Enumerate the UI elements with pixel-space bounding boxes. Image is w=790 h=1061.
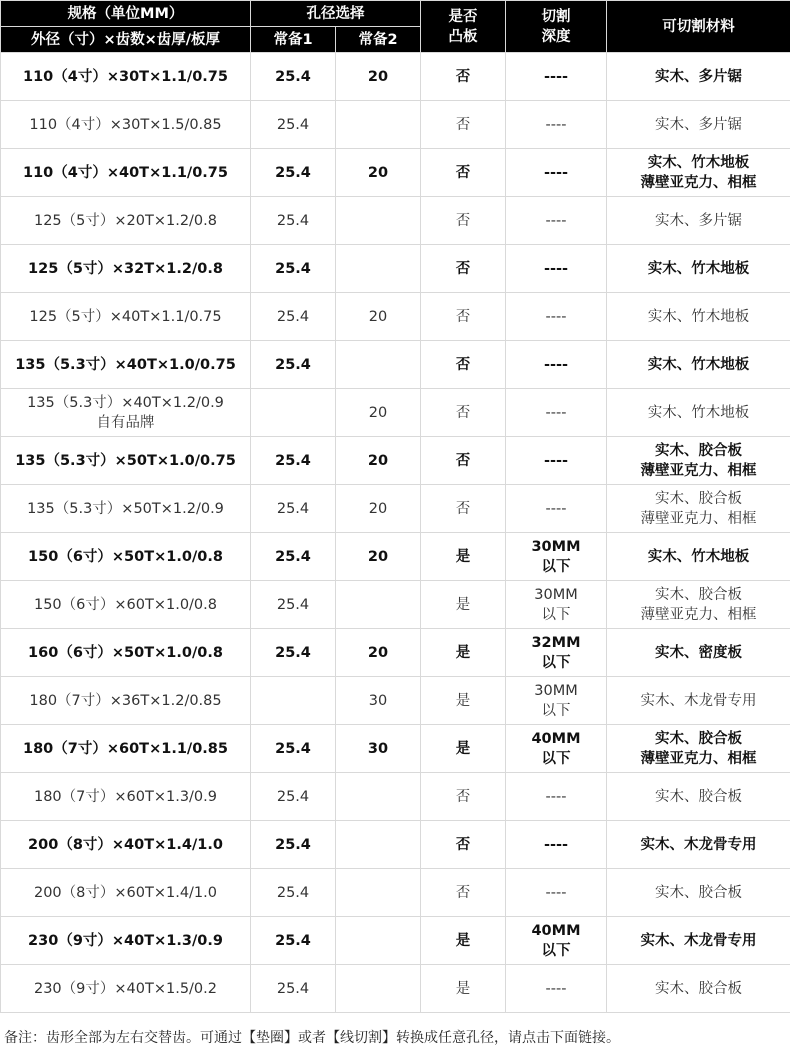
table-row (1, 821, 790, 869)
convex-cell: 否 (421, 341, 506, 389)
table-row (1, 677, 790, 725)
materials-cell-line: 实木、胶合板 (655, 730, 742, 747)
depth-cell (506, 101, 607, 149)
materials-cell (607, 485, 790, 533)
convex-cell: 是 (421, 629, 506, 677)
table-row (1, 101, 790, 149)
table-row (1, 485, 790, 533)
convex-cell: 是 (421, 581, 506, 629)
bore1-cell: 25.4 (251, 197, 336, 245)
spec-cell (1, 629, 251, 677)
depth-cell-line: 30MM (534, 682, 578, 699)
depth-cell-line: ---- (543, 452, 569, 469)
materials-cell (607, 197, 790, 245)
depth-cell (506, 869, 607, 917)
bore1-cell: 25.4 (251, 293, 336, 341)
table-row (1, 965, 790, 1013)
convex-cell: 否 (421, 53, 506, 101)
spec-cell-line: 110（4寸）×30T×1.1/0.75 (23, 68, 228, 85)
header-convex (421, 1, 506, 53)
spec-cell-line: 135（5.3寸）×40T×1.0/0.75 (15, 356, 236, 373)
bore1-cell: 25.4 (251, 245, 336, 293)
bore2-cell (336, 917, 421, 965)
spec-cell-line: 200（8寸）×40T×1.4/1.0 (28, 836, 223, 853)
materials-cell (607, 773, 790, 821)
bore1-cell: 25.4 (251, 725, 336, 773)
depth-cell (506, 629, 607, 677)
spec-cell (1, 917, 251, 965)
header-depth-line-2: 深度 (541, 28, 571, 45)
bore1-cell: 25.4 (251, 437, 336, 485)
spec-cell-line: 200（8寸）×60T×1.4/1.0 (33, 884, 217, 901)
bore2-cell (336, 197, 421, 245)
bore2-cell (336, 965, 421, 1013)
depth-cell (506, 533, 607, 581)
spec-cell-line: 110（4寸）×40T×1.1/0.75 (23, 164, 228, 181)
materials-cell (607, 245, 790, 293)
header-materials: 可切割材料 (607, 1, 790, 53)
spec-cell (1, 293, 251, 341)
depth-cell (506, 389, 607, 437)
convex-cell: 否 (421, 485, 506, 533)
depth-cell-line: 以下 (541, 702, 571, 719)
bore1-cell (251, 389, 336, 437)
convex-cell: 否 (421, 197, 506, 245)
bore1-cell: 25.4 (251, 533, 336, 581)
table-row (1, 293, 790, 341)
table-row (1, 725, 790, 773)
depth-cell-line: ---- (545, 884, 567, 901)
convex-cell: 否 (421, 869, 506, 917)
materials-cell-line: 实木、竹木地板 (647, 548, 750, 565)
header-spec-format: 外径（寸）×齿数×齿厚/板厚 (1, 27, 251, 53)
bore1-cell: 25.4 (251, 869, 336, 917)
bore2-cell (336, 581, 421, 629)
table-row (1, 869, 790, 917)
materials-cell-line: 薄壁亚克力、相框 (640, 462, 757, 479)
depth-cell-line: ---- (545, 404, 567, 421)
depth-cell-line: 32MM (531, 634, 581, 651)
bore1-cell: 25.4 (251, 965, 336, 1013)
materials-cell (607, 917, 790, 965)
depth-cell-line: ---- (543, 68, 569, 85)
convex-cell: 否 (421, 245, 506, 293)
depth-cell-line: 以下 (541, 654, 571, 671)
spec-cell (1, 821, 251, 869)
depth-cell-line: 30MM (531, 538, 581, 555)
spec-cell-line: 180（7寸）×60T×1.3/0.9 (33, 788, 217, 805)
spec-cell-line: 125（5寸）×32T×1.2/0.8 (28, 260, 223, 277)
bore2-cell: 20 (336, 293, 421, 341)
materials-cell-line: 薄壁亚克力、相框 (640, 510, 757, 527)
materials-cell-line: 实木、胶合板 (655, 788, 742, 805)
depth-cell (506, 581, 607, 629)
convex-cell: 是 (421, 917, 506, 965)
spec-cell (1, 341, 251, 389)
spec-cell-line: 180（7寸）×36T×1.2/0.85 (29, 692, 222, 709)
depth-cell-line: ---- (543, 164, 569, 181)
depth-cell-line: ---- (545, 500, 567, 517)
bore2-cell: 20 (336, 149, 421, 197)
convex-cell: 否 (421, 821, 506, 869)
bore1-cell: 25.4 (251, 485, 336, 533)
table-row (1, 437, 790, 485)
depth-cell-line: 40MM (531, 922, 581, 939)
table-row (1, 245, 790, 293)
bore2-cell: 30 (336, 677, 421, 725)
depth-cell-line: ---- (545, 116, 567, 133)
depth-cell (506, 677, 607, 725)
bore2-cell (336, 869, 421, 917)
depth-cell-line: ---- (543, 260, 569, 277)
depth-cell (506, 197, 607, 245)
materials-cell (607, 437, 790, 485)
materials-cell-line: 薄壁亚克力、相框 (640, 606, 757, 623)
depth-cell-line: 以下 (541, 942, 571, 959)
header-depth-line-1: 切割 (541, 8, 571, 25)
table-row (1, 917, 790, 965)
materials-cell-line: 实木、木龙骨专用 (640, 836, 757, 853)
depth-cell (506, 485, 607, 533)
materials-cell-line: 实木、竹木地板 (647, 404, 750, 421)
spec-cell-line: 135（5.3寸）×40T×1.2/0.9 (27, 394, 224, 411)
header-spec-unit: 规格（单位MM） (1, 1, 251, 27)
materials-cell-line: 实木、木龙骨专用 (640, 932, 757, 949)
spec-cell-line: 110（4寸）×30T×1.5/0.85 (29, 116, 222, 133)
convex-cell: 否 (421, 293, 506, 341)
spec-cell-line: 180（7寸）×60T×1.1/0.85 (23, 740, 228, 757)
depth-cell-line: 40MM (531, 730, 581, 747)
depth-cell (506, 773, 607, 821)
depth-cell (506, 437, 607, 485)
bore2-cell (336, 821, 421, 869)
depth-cell-line: ---- (545, 788, 567, 805)
materials-cell (607, 965, 790, 1013)
depth-cell (506, 245, 607, 293)
table-row (1, 533, 790, 581)
bore1-cell: 25.4 (251, 821, 336, 869)
depth-cell (506, 917, 607, 965)
bore2-cell: 20 (336, 389, 421, 437)
header-bore-1: 常备1 (251, 27, 336, 53)
materials-cell (607, 293, 790, 341)
header-convex-line-2: 凸板 (448, 28, 478, 45)
materials-cell-line: 薄壁亚克力、相框 (640, 174, 757, 191)
materials-cell-line: 实木、木龙骨专用 (640, 692, 757, 709)
materials-cell-line: 实木、胶合板 (655, 884, 742, 901)
materials-cell (607, 869, 790, 917)
bore1-cell: 25.4 (251, 149, 336, 197)
materials-cell-line: 实木、多片锯 (655, 212, 742, 229)
spec-cell-line: 125（5寸）×40T×1.1/0.75 (29, 308, 222, 325)
depth-cell-line: 以下 (541, 558, 571, 575)
spec-cell (1, 245, 251, 293)
materials-cell (607, 821, 790, 869)
bore1-cell: 25.4 (251, 101, 336, 149)
spec-cell (1, 53, 251, 101)
convex-cell: 是 (421, 725, 506, 773)
bore1-cell (251, 677, 336, 725)
materials-cell-line: 实木、胶合板 (655, 586, 742, 603)
materials-cell (607, 341, 790, 389)
table-row (1, 197, 790, 245)
bore1-cell: 25.4 (251, 773, 336, 821)
bore2-cell: 20 (336, 533, 421, 581)
materials-cell-line: 实木、胶合板 (655, 442, 742, 459)
spec-cell-line: 150（6寸）×60T×1.0/0.8 (33, 596, 217, 613)
spec-cell-line: 150（6寸）×50T×1.0/0.8 (28, 548, 223, 565)
table-row (1, 629, 790, 677)
spec-cell-line: 160（6寸）×50T×1.0/0.8 (28, 644, 223, 661)
footnote: 备注：齿形全部为左右交替齿。可通过【垫圈】或者【线切割】转换成任意孔径，请点击下面链接。 (4, 1030, 620, 1046)
spec-cell-line: 135（5.3寸）×50T×1.0/0.75 (15, 452, 236, 469)
spec-cell (1, 149, 251, 197)
spec-cell-line: 230（9寸）×40T×1.5/0.2 (33, 980, 217, 997)
materials-cell (607, 725, 790, 773)
bore2-cell: 30 (336, 725, 421, 773)
table-row (1, 389, 790, 437)
spec-cell (1, 725, 251, 773)
spec-cell-line: 自有品牌 (96, 414, 155, 431)
convex-cell: 是 (421, 677, 506, 725)
depth-cell-line: 以下 (541, 750, 571, 767)
depth-cell (506, 149, 607, 197)
materials-cell-line: 实木、竹木地板 (647, 154, 750, 171)
spec-cell (1, 869, 251, 917)
materials-cell (607, 581, 790, 629)
depth-cell (506, 53, 607, 101)
table-row (1, 341, 790, 389)
materials-cell (607, 389, 790, 437)
materials-cell-line: 实木、胶合板 (655, 490, 742, 507)
bore2-cell (336, 245, 421, 293)
header-cut-depth (506, 1, 607, 53)
materials-cell (607, 149, 790, 197)
table-row (1, 53, 790, 101)
bore2-cell: 20 (336, 437, 421, 485)
table-row (1, 773, 790, 821)
bore2-cell: 20 (336, 485, 421, 533)
spec-cell (1, 533, 251, 581)
spec-cell (1, 197, 251, 245)
bore1-cell: 25.4 (251, 341, 336, 389)
materials-cell (607, 677, 790, 725)
depth-cell-line: ---- (543, 836, 569, 853)
spec-cell (1, 677, 251, 725)
bore2-cell (336, 101, 421, 149)
convex-cell: 否 (421, 773, 506, 821)
convex-cell: 否 (421, 389, 506, 437)
bore1-cell: 25.4 (251, 53, 336, 101)
depth-cell (506, 293, 607, 341)
bore2-cell (336, 341, 421, 389)
spec-cell (1, 101, 251, 149)
materials-cell-line: 实木、胶合板 (655, 980, 742, 997)
convex-cell: 否 (421, 149, 506, 197)
materials-cell (607, 101, 790, 149)
depth-cell-line: 以下 (541, 606, 571, 623)
bore1-cell: 25.4 (251, 581, 336, 629)
bore2-cell (336, 773, 421, 821)
spec-cell (1, 965, 251, 1013)
depth-cell-line: ---- (543, 356, 569, 373)
materials-cell (607, 629, 790, 677)
materials-cell (607, 53, 790, 101)
spec-cell (1, 485, 251, 533)
materials-cell-line: 薄壁亚克力、相框 (640, 750, 757, 767)
materials-cell-line: 实木、竹木地板 (647, 308, 750, 325)
convex-cell: 是 (421, 533, 506, 581)
depth-cell-line: ---- (545, 980, 567, 997)
materials-cell-line: 实木、竹木地板 (647, 260, 750, 277)
table-body (1, 53, 790, 1013)
bore1-cell: 25.4 (251, 917, 336, 965)
depth-cell (506, 725, 607, 773)
depth-cell-line: ---- (545, 308, 567, 325)
header-convex-line-1: 是否 (448, 8, 478, 25)
spec-cell-line: 230（9寸）×40T×1.3/0.9 (28, 932, 223, 949)
table-row (1, 149, 790, 197)
depth-cell (506, 965, 607, 1013)
materials-cell-line: 实木、多片锯 (655, 116, 742, 133)
materials-cell-line: 实木、多片锯 (655, 68, 742, 85)
spec-cell (1, 437, 251, 485)
convex-cell: 否 (421, 101, 506, 149)
convex-cell: 否 (421, 437, 506, 485)
spec-cell (1, 773, 251, 821)
table-row (1, 581, 790, 629)
materials-cell-line: 实木、竹木地板 (647, 356, 750, 373)
bore1-cell: 25.4 (251, 629, 336, 677)
header-bore-2: 常备2 (336, 27, 421, 53)
spec-cell (1, 581, 251, 629)
spec-cell-line: 125（5寸）×20T×1.2/0.8 (33, 212, 217, 229)
bore2-cell: 20 (336, 629, 421, 677)
spec-cell-line: 135（5.3寸）×50T×1.2/0.9 (27, 500, 224, 517)
spec-cell (1, 389, 251, 437)
bore2-cell: 20 (336, 53, 421, 101)
header-bore-selection: 孔径选择 (251, 1, 421, 27)
materials-cell-line: 实木、密度板 (655, 644, 742, 661)
depth-cell (506, 341, 607, 389)
depth-cell (506, 821, 607, 869)
materials-cell (607, 533, 790, 581)
depth-cell-line: 30MM (534, 586, 578, 603)
convex-cell: 是 (421, 965, 506, 1013)
depth-cell-line: ---- (545, 212, 567, 229)
